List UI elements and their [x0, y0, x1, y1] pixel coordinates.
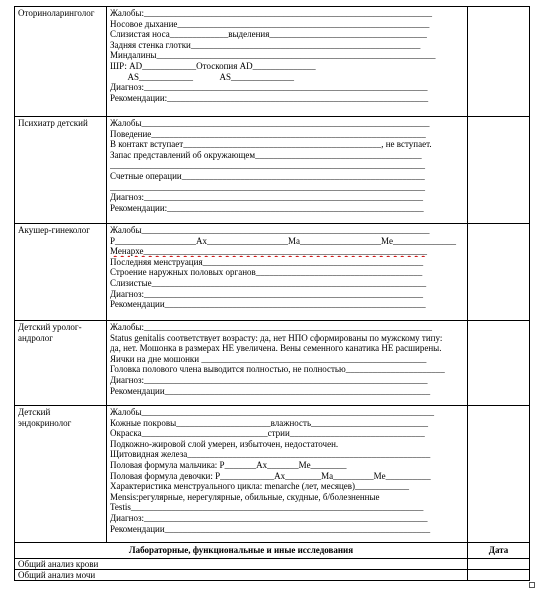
lab-row — [15, 558, 530, 569]
form-line: Mensis:регулярные, нерегулярные, обильные, скудные, б/болезненные — [110, 491, 380, 502]
specialist-name: Оториноларинголог — [15, 7, 107, 117]
specialist-name: Акушер-гинеколог — [15, 224, 107, 321]
lab-test-name: Общий анализ мочи — [15, 569, 468, 580]
form-line: ______________________________________________________________________ — [110, 181, 425, 192]
form-line: Testis_________________________________________________________________ — [110, 502, 424, 513]
lab-test-name: Общий анализ крови — [15, 558, 468, 569]
form-line: P__________________Ax__________________Ma__________________Me______________ — [110, 235, 456, 246]
form-line: Жалобы_________________________________________________________________ — [110, 407, 435, 417]
form-line: да, нет. Мошонка в размерах НЕ увеличена. Вены семенного канатика НЕ расширены. — [110, 343, 442, 354]
form-line: Поведение_____________________________________________________________ — [110, 128, 426, 139]
section-fields — [107, 321, 468, 406]
form-line: AS____________ AS______________ — [110, 71, 295, 82]
form-line: Яички на дне мошонки __________________________________________________ — [110, 353, 427, 364]
form-line: Счетные операции______________________________________________________ — [110, 170, 425, 181]
form-line: Менархе_______________________________________________________________ — [110, 246, 427, 257]
form-line: Рекомендации:_________________________________________________________ — [110, 202, 424, 213]
section-psychiatrist — [15, 117, 530, 224]
form-line: В контакт вступает____________________________________________, не вступает. — [110, 139, 432, 150]
form-line: Рекомендации___________________________________________________________ — [110, 523, 431, 534]
form-line: ШР: AD____________Отоскопия AD______________ — [110, 60, 316, 71]
specialist-name: Детский эндокринолог — [15, 406, 107, 543]
form-line: Диагноз:_______________________________________________________________ — [110, 512, 428, 523]
form-line: Кожные покровы_____________________влажность__________________________ — [110, 417, 429, 428]
lab-header-title: Лабораторные, функциональные и иные исследования — [15, 543, 468, 559]
specialist-name: Психиатр детский — [15, 117, 107, 224]
form-line: Диагноз:_______________________________________________________________ — [110, 82, 428, 93]
table-resize-handle[interactable] — [529, 582, 535, 588]
lab-header-row — [15, 543, 530, 559]
section-gynecologist — [15, 224, 530, 321]
form-line: Жалобы:________________________________________________________________ — [110, 322, 433, 332]
form-line: Рекомендации__________________________________________________________ — [110, 299, 426, 310]
specialist-name: Детский уролог-андролог — [15, 321, 107, 406]
form-line: ______________________________________________________________________ — [110, 160, 425, 171]
date-cell — [468, 224, 530, 321]
form-line: Половая формула девочки: P____________Ax________Ma_________Me__________ — [110, 470, 431, 481]
section-fields — [107, 7, 468, 117]
form-line: Миндалины______________________________________________________________ — [110, 50, 436, 61]
form-line: Задняя стенка глотки___________________________________________________ — [110, 39, 421, 50]
lab-date-cell — [468, 569, 530, 580]
form-line: Запас представлений об окружающем_____________________________________ — [110, 149, 422, 160]
form-line: Подкожно-жировой слой умерен, избыточен, недостаточен. — [110, 438, 339, 449]
exam-form-table — [14, 6, 530, 581]
form-line: Характеристика менструального цикла: menarche (лет, месяцев)____________ — [110, 481, 410, 492]
form-line: Слизистые_____________________________________________________________ — [110, 277, 427, 288]
lab-date-cell — [468, 558, 530, 569]
form-line: Строение наружных половых органов_____________________________________ — [110, 267, 423, 278]
section-fields — [107, 117, 468, 224]
form-line: Жалобы________________________________________________________________ — [110, 118, 430, 128]
form-line: Половая формула мальчика: P_______Ax_______Me________ — [110, 459, 347, 470]
form-line: Последняя менструация_________________________________________________ — [110, 256, 424, 267]
section-fields — [107, 224, 468, 321]
date-cell — [468, 321, 530, 406]
form-line: Диагноз:_______________________________________________________________ — [110, 374, 428, 385]
form-line: Status genitalis соответствует возрасту: да, нет НПО сформированы по мужскому типу: — [110, 332, 443, 343]
section-endocrinologist — [15, 406, 530, 543]
lab-row — [15, 569, 530, 580]
section-ent — [15, 7, 530, 117]
date-cell — [468, 7, 530, 117]
form-line: Диагноз:______________________________________________________________ — [110, 192, 424, 203]
form-line: Слизистая носа_____________выделения___________________________________ — [110, 29, 427, 40]
date-cell — [468, 117, 530, 224]
date-cell — [468, 406, 530, 543]
form-line: Щитовидная железа______________________________________________________ — [110, 449, 431, 460]
form-line: Жалобы________________________________________________________________ — [110, 225, 430, 235]
form-line: Жалобы:________________________________________________________________ — [110, 8, 433, 18]
form-line: Носовое дыхание________________________________________________________ — [110, 18, 430, 29]
form-line: Рекомендации___________________________________________________________ — [110, 385, 431, 396]
section-fields — [107, 406, 468, 543]
form-line: Головка полового члена выводится полностью, не полностью______________________ — [110, 364, 445, 375]
form-line: Диагноз:______________________________________________________________ — [110, 288, 424, 299]
form-line: Окраска____________________________стрии______________________________ — [110, 428, 425, 439]
form-line: Рекомендации:__________________________________________________________ — [110, 92, 429, 103]
section-urologist — [15, 321, 530, 406]
lab-header-date: Дата — [468, 543, 530, 559]
